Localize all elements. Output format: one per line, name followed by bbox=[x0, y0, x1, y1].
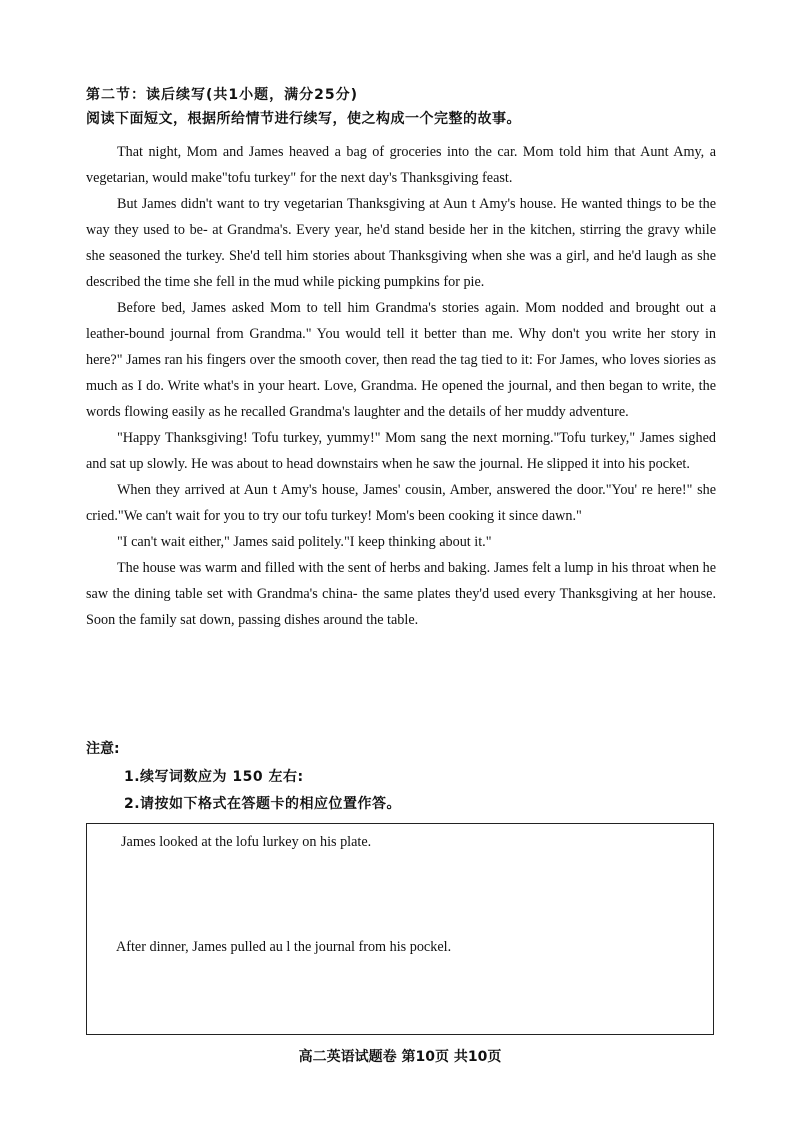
answer-box[interactable] bbox=[86, 823, 714, 1035]
story-paragraph: The house was warm and filled with the sent of herbs and baking. James felt a lump in his throat when he saw the dining table set with Grandma's china- the same plates they'd used every Thanksgiving at her house. Soon the family sat down, passing dishes around the table. bbox=[86, 560, 716, 628]
note-item-answer-format: 2.请按如下格式在答题卡的相应位置作答。 bbox=[124, 796, 402, 812]
story-paragraph: "I can't wait either," James said politely."I keep thinking about it." bbox=[117, 534, 492, 550]
story-paragraph: That night, Mom and James heaved a bag of groceries into the car. Mom told him that Aunt Amy, a vegetarian, would make"tofu turkey" for the next day's Thanksgiving feast. bbox=[86, 144, 716, 186]
story-paragraph: But James didn't want to try vegetarian Thanksgiving at Aun t Amy's house. He wanted things to be the way they used to be- at Grandma's. Every year, he'd stand beside her in the kitchen, stirring the gravy while she seasoned the turkey. She'd tell him stories about Thanksgiving when she was a girl, and he'd laugh as she described the time she fell in the mud while picking pumpkins for pie. bbox=[86, 196, 716, 290]
notes-label: 注意: bbox=[86, 741, 120, 757]
story-paragraph: Before bed, James asked Mom to tell him Grandma's stories again. Mom nodded and brought out a leather-bound journal from Grandma." You would tell it better than me. Why don't you write her story in here?" James ran his fingers over the smooth cover, then read the tag tied to it: For James, who loves siories as much as I do. Write what's in your heart. Love, Grandma. He opened the journal, and then began to write, the words flowing easily as he recalled Grandma's laughter and the details of her muddy adventure. bbox=[86, 300, 716, 420]
task-instruction: 阅读下面短文，根据所给情节进行续写，使之构成一个完整的故事。 bbox=[86, 111, 521, 127]
page-footer: 高二英语试题卷 第10页 共10页 bbox=[298, 1049, 502, 1065]
section-title: 第二节：读后续写(共1小题，满分25分) bbox=[86, 87, 359, 103]
story-paragraph: "Happy Thanksgiving! Tofu turkey, yummy!" Mom sang the next morning."Tofu turkey," James sighed and sat up slowly. He was about to head downstairs when he saw the journal. He slipped it into his pocket. bbox=[86, 430, 716, 472]
continuation-prompt-2: After dinner, James pulled au l the journal from his pockel. bbox=[116, 939, 452, 955]
note-item-word-count: 1.续写词数应为 150 左右: bbox=[124, 769, 304, 785]
story-passage bbox=[86, 139, 716, 633]
continuation-prompt-1: James looked at the lofu lurkey on his plate. bbox=[121, 834, 372, 850]
story-paragraph: When they arrived at Aun t Amy's house, James' cousin, Amber, answered the door."You' re here!" she cried."We can't wait for you to try our tofu turkey! Mom's been cooking it since dawn." bbox=[86, 482, 716, 524]
